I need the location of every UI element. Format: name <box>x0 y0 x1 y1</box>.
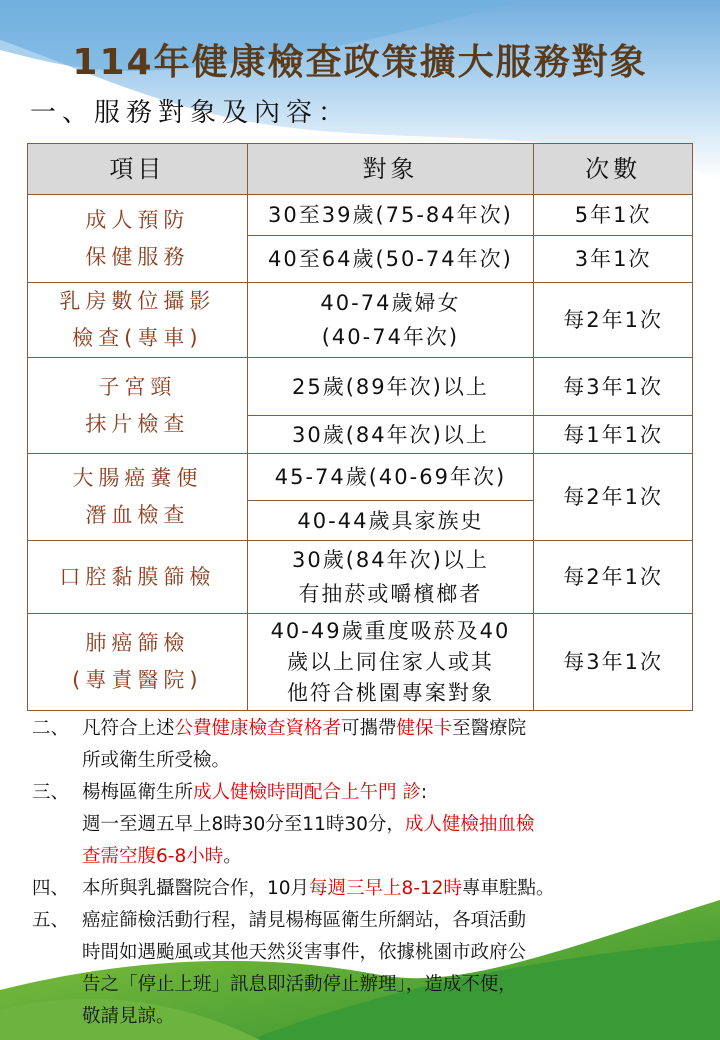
table-row <box>28 614 693 711</box>
header-frequency: 次數 <box>534 144 693 195</box>
item-line: 保健服務 <box>85 244 190 269</box>
table-row <box>28 283 693 358</box>
frequency-cell: 每2年1次 <box>534 541 693 614</box>
frequency-cell: 每2年1次 <box>534 283 693 358</box>
target-line: 30歲(84年次)以上 <box>292 548 489 572</box>
note-text: 。 <box>223 846 242 867</box>
note-3 <box>32 777 692 809</box>
note-number: 四、 <box>32 878 70 899</box>
section-heading: 一、服務對象及內容： <box>30 98 351 128</box>
target-cell: 45-74歲(40-69年次) <box>247 454 534 501</box>
target-cell: 40-44歲具家族史 <box>247 501 534 541</box>
header-target: 對象 <box>247 144 534 195</box>
item-line: 子宮頸 <box>98 374 177 399</box>
note-highlight: 健保卡 <box>396 718 453 739</box>
item-cell <box>28 614 248 711</box>
item-line: 抹片檢查 <box>85 411 190 436</box>
frequency-cell: 每3年1次 <box>534 358 693 416</box>
note-highlight: 成人健檢時間配合上午門 診 <box>193 782 421 803</box>
item-cell <box>28 541 248 614</box>
note-number: 二、 <box>32 718 70 739</box>
note-4 <box>32 873 692 905</box>
item-line: 大腸癌糞便 <box>72 466 203 490</box>
note-3-line2 <box>32 809 692 841</box>
target-cell: 30歲(84年次)以上 <box>247 416 534 454</box>
item-cell <box>28 454 248 541</box>
target-line: 40-49歲重度吸菸及40 <box>270 618 511 643</box>
item-line: (專責醫院) <box>72 668 203 692</box>
table-row <box>28 541 693 614</box>
note-text: 週一至週五早上8時30分至11時30分， <box>82 814 405 835</box>
note-2 <box>32 713 692 745</box>
target-line: 歲以上同住家人或其 <box>286 649 494 674</box>
table-row <box>28 358 693 416</box>
target-cell: 40至64歲(50-74年次) <box>247 236 534 283</box>
target-cell <box>247 541 534 614</box>
item-line: 檢查(專車) <box>72 326 203 350</box>
target-line: 有抽菸或嚼檳榔者 <box>298 582 483 606</box>
note-text: 本所與乳攝醫院合作，10月 <box>82 878 310 899</box>
note-highlight: 每週三早上8-12時 <box>309 878 463 899</box>
note-5-line2: 時間如遇颱風或其他天然災害事件，依據桃園市政府公 <box>82 942 527 963</box>
item-line: 肺癌篩檢 <box>85 631 190 655</box>
note-text: 凡符合上述 <box>82 718 175 739</box>
table-row <box>28 195 693 236</box>
service-table <box>27 143 693 711</box>
item-cell <box>28 283 248 358</box>
notes-section <box>32 713 692 1033</box>
table-header-row <box>28 144 693 195</box>
target-cell <box>247 283 534 358</box>
target-cell: 30至39歲(75-84年次) <box>247 195 534 236</box>
page-title: 114年健康檢查政策擴大服務對象 <box>72 42 648 83</box>
note-5-line4: 敬請見諒。 <box>82 1006 175 1027</box>
frequency-cell: 每1年1次 <box>534 416 693 454</box>
note-text: 楊梅區衛生所 <box>82 782 194 803</box>
table-row <box>28 454 693 501</box>
note-number: 五、 <box>32 910 70 931</box>
item-line: 潛血檢查 <box>85 503 190 527</box>
note-text: : <box>420 782 428 803</box>
note-highlight: 查需空腹6-8小時 <box>82 846 224 867</box>
note-text: 可攜帶 <box>341 718 397 739</box>
item-line: 口腔黏膜篩檢 <box>59 564 216 589</box>
note-5-line3: 告之「停止上班」訊息即活動停止辦理」，造成不便， <box>82 974 517 995</box>
note-highlight: 公費健康檢查資格者 <box>174 718 342 739</box>
target-line: 他符合桃園專案對象 <box>286 680 494 705</box>
note-3-line3 <box>32 841 692 873</box>
note-text: 至醫療院 <box>452 718 527 739</box>
header-item: 項目 <box>28 144 248 195</box>
item-line: 成人預防 <box>85 207 190 232</box>
note-highlight: 成人健檢抽血檢 <box>404 814 535 835</box>
target-line: 40-74歲婦女 <box>320 291 461 315</box>
target-cell: 25歲(89年次)以上 <box>247 358 534 416</box>
note-text: 癌症篩檢活動行程，請見楊梅區衛生所網站，各項活動 <box>82 910 527 931</box>
frequency-cell: 3年1次 <box>534 236 693 283</box>
frequency-cell: 每3年1次 <box>534 614 693 711</box>
note-text: 專車駐點。 <box>462 878 555 899</box>
item-line: 乳房數位攝影 <box>59 289 216 313</box>
note-5 <box>32 905 692 937</box>
target-line: (40-74年次) <box>321 325 460 349</box>
note-2-line2: 所或衛生所受檢。 <box>82 750 231 771</box>
frequency-cell: 每2年1次 <box>534 454 693 541</box>
item-cell <box>28 195 248 283</box>
note-number: 三、 <box>32 782 70 803</box>
target-cell <box>247 614 534 711</box>
item-cell <box>28 358 248 454</box>
frequency-cell: 5年1次 <box>534 195 693 236</box>
